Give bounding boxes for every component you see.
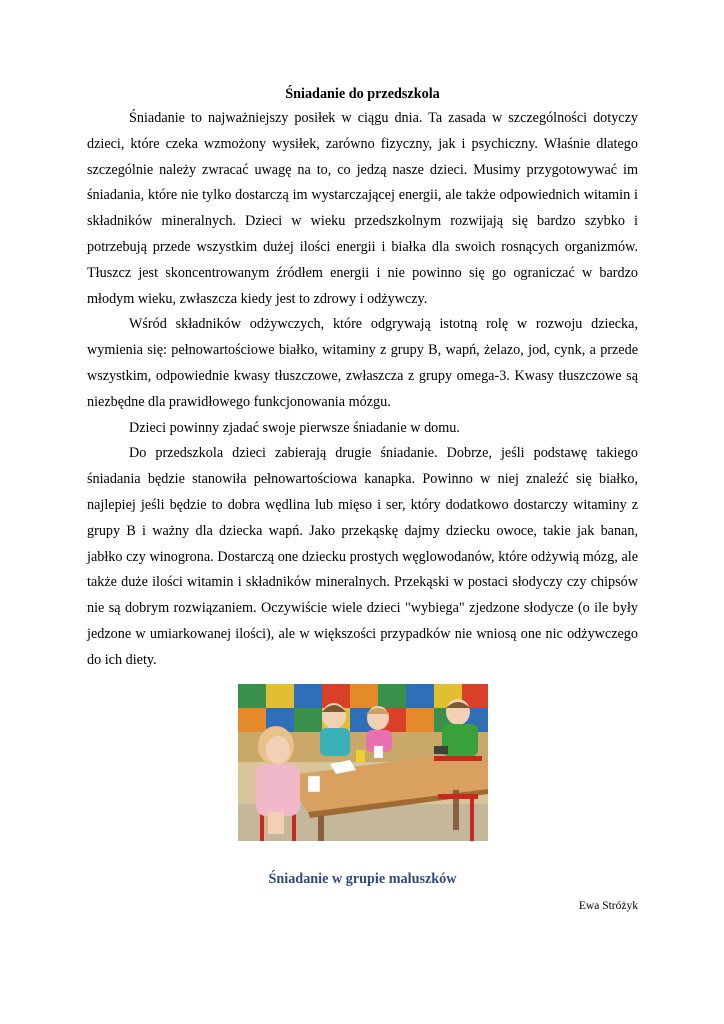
author-name: Ewa Stróżyk: [578, 899, 638, 912]
paragraph-3: Dzieci powinny zjadać swoje pierwsze śniadanie w domu.: [129, 419, 460, 436]
paragraph-2: Wśród składników odżywczych, które odgrywają istotną rolę w rozwoju dziecka, wymienia się: pełnowartościowe białko, witaminy z grupy B, wapń, żelazo, jod, cynk, a przede wszystkim, odpowiednie kwasy tłuszczowe, zwłaszcza z grupy omega-3. Kwasy tłuszczowe są niezbędne dla prawidłowego funkcjonowania mózgu.: [87, 316, 638, 410]
document-title: Śniadanie do przedszkola: [285, 86, 440, 102]
paragraph-4: Do przedszkola dzieci zabierają drugie śniadanie. Dobrze, jeśli podstawę takiego śniadania będzie stanowiła pełnowartościowa kanapka. Powinno w niej znaleźć się białko, najlepiej jeśli będzie to dobra wędlina lub mięso i ser, który dodatkowo dostarczy witaminy z grupy B i ważny dla dziecka wapń. Jako przekąskę dajmy dziecku owoce, takie jak banan, jabłko czy winogrona. Dostarczą one dziecku prostych węglowodanów, które odżywią mózg, ale także duże ilości witamin i składników mineralnych. Przekąski w postaci słodyczy czy chipsów nie są dobrym rozwiązaniem. Oczywiście wiele dzieci "wybiega" zjedzone słodycze (o ile były jedzone w umiarkowanej ilości), ale w większości przypadków nie wniosą one nic odżywczego do ich diety.: [87, 445, 638, 668]
document-page: [87, 82, 638, 913]
photo-caption: Śniadanie w grupie maluszków: [268, 870, 457, 887]
breakfast-photo: [238, 684, 488, 841]
paragraph-1: Śniadanie to najważniejszy posiłek w ciągu dnia. Ta zasada w szczególności dotyczy dzieci, które czeka wzmożony wysiłek, zarówno fizyczny, jak i psychiczny. Właśnie dlatego szczególnie należy zwracać uwagę na to, co jedzą nasze dzieci. Musimy przygotowywać im śniadania, które nie tylko dostarczą im wystarczającej energii, ale także odpowiednich witamin i składników mineralnych. Dzieci w wieku przedszkolnym rozwijają się bardzo szybko i potrzebują przede wszystkim dużej ilości energii i białka dla swoich rosnących organizmów. Tłuszcz jest skoncentrowanym źródłem energii i nie powinno się go ograniczać w bardzo młodym wieku, zwłaszcza kiedy jest to zdrowy i odżywczy.: [87, 110, 638, 307]
